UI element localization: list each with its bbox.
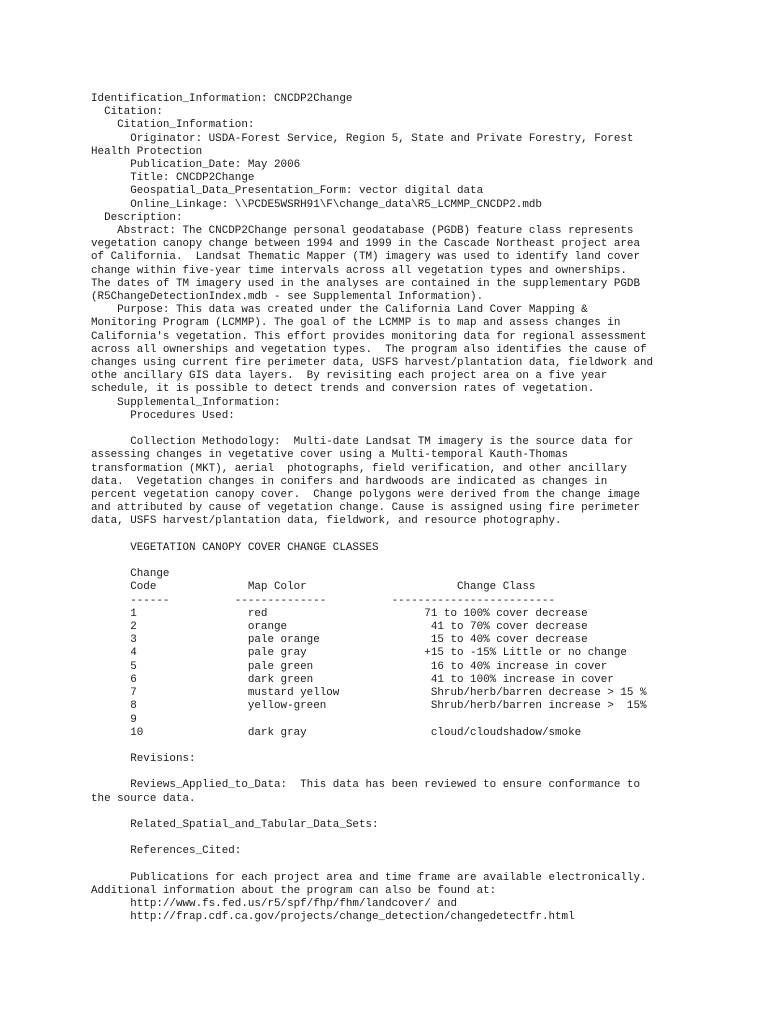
document-line: Title: CNCDP2Change xyxy=(91,172,255,185)
metadata-document xyxy=(91,93,731,925)
document-line: schedule, it is possible to detect trends and conversion rates of vegetation. xyxy=(91,383,595,396)
document-line xyxy=(91,529,731,542)
document-line xyxy=(91,859,731,872)
document-line xyxy=(91,766,731,779)
document-line: Revisions: xyxy=(91,753,196,766)
document-line: 8 yellow-green Shrub/herb/barren increase > 15% xyxy=(91,700,647,713)
document-line: Related_Spatial_and_Tabular_Data_Sets: xyxy=(91,819,379,832)
document-line: (R5ChangeDetectionIndex.mdb - see Supplemental Information). xyxy=(91,291,484,304)
document-line: across all ownerships and vegetation types. The program also identifies the cause of xyxy=(91,343,647,356)
document-line: Description: xyxy=(91,211,183,224)
document-line: Health Protection xyxy=(91,145,203,158)
document-line: and attributed by cause of vegetation change. Cause is assigned using fire perimeter xyxy=(91,502,640,515)
document-line: the source data. xyxy=(91,792,196,805)
document-line xyxy=(91,423,731,436)
document-line: data. Vegetation changes in conifers and hardwoods are indicated as changes in xyxy=(91,475,608,488)
document-line: Collection Methodology: Multi-date Landsat TM imagery is the source data for xyxy=(91,436,634,449)
document-line: Change xyxy=(91,568,170,581)
document-line: 2 orange 41 to 70% cover decrease xyxy=(91,621,588,634)
document-line: Online_Linkage: \\PCDE5WSRH91\F\change_data\R5_LCMMP_CNCDP2.mdb xyxy=(91,198,542,211)
document-line: changes using current fire perimeter data, USFS harvest/plantation data, fieldwork and xyxy=(91,357,654,370)
document-line: Publications for each project area and time frame are available electronically. xyxy=(91,871,647,884)
document-line: Additional information about the program can also be found at: xyxy=(91,885,497,898)
document-line: Supplemental_Information: xyxy=(91,396,281,409)
document-line: of California. Landsat Thematic Mapper (TM) imagery was used to identify land cover xyxy=(91,251,640,264)
document-line: Code Map Color Change Class xyxy=(91,581,536,594)
document-line: percent vegetation canopy cover. Change polygons were derived from the change image xyxy=(91,489,640,502)
document-line: ------ -------------- ------------------------- xyxy=(91,594,556,607)
document-line: California's vegetation. This effort provides monitoring data for regional assessment xyxy=(91,330,647,343)
document-line: Identification_Information: CNCDP2Change xyxy=(91,93,353,105)
document-line: transformation (MKT), aerial photographs, field verification, and other ancillary xyxy=(91,462,627,475)
document-line: 1 red 71 to 100% cover decrease xyxy=(91,607,588,620)
document-line: othe ancillary GIS data layers. By revisiting each project area on a five year xyxy=(91,370,608,383)
document-line: 7 mustard yellow Shrub/herb/barren decrease > 15 % xyxy=(91,687,647,700)
document-line: 9 xyxy=(91,713,137,726)
document-line: http://frap.cdf.ca.gov/projects/change_detection/changedetectfr.html xyxy=(91,911,575,924)
document-line: Publication_Date: May 2006 xyxy=(91,159,301,172)
document-line: 3 pale orange 15 to 40% cover decrease xyxy=(91,634,588,647)
document-line: assessing changes in vegetative cover using a Multi-temporal Kauth-Thomas xyxy=(91,449,569,462)
document-line: VEGETATION CANOPY COVER CHANGE CLASSES xyxy=(91,541,379,554)
document-line: 6 dark green 41 to 100% increase in cover xyxy=(91,673,614,686)
document-line: Originator: USDA-Forest Service, Region 5, State and Private Forestry, Forest xyxy=(91,132,634,145)
document-line: Abstract: The CNCDP2Change personal geodatabase (PGDB) feature class represents xyxy=(91,225,634,238)
document-line: 4 pale gray +15 to -15% Little or no change xyxy=(91,647,627,660)
document-line: References_Cited: xyxy=(91,845,242,858)
document-line: 10 dark gray cloud/cloudshadow/smoke xyxy=(91,726,582,739)
document-line: Citation: xyxy=(91,106,163,119)
document-line: data, USFS harvest/plantation data, fieldwork, and resource photography. xyxy=(91,515,562,528)
document-line: Procedures Used: xyxy=(91,409,235,422)
document-line xyxy=(91,740,731,753)
document-line: http://www.fs.fed.us/r5/spf/fhp/fhm/landcover/ and xyxy=(91,898,457,911)
document-line xyxy=(91,806,731,819)
document-line xyxy=(91,832,731,845)
document-line: vegetation canopy change between 1994 and 1999 in the Cascade Northeast project area xyxy=(91,238,640,251)
document-line: Monitoring Program (LCMMP). The goal of the LCMMP is to map and assess changes in xyxy=(91,317,621,330)
document-line: change within five-year time intervals across all vegetation types and ownerships. xyxy=(91,264,627,277)
document-line: Reviews_Applied_to_Data: This data has been reviewed to ensure conformance to xyxy=(91,779,640,792)
document-line: Purpose: This data was created under the California Land Cover Mapping & xyxy=(91,304,588,317)
document-line: 5 pale green 16 to 40% increase in cover xyxy=(91,660,608,673)
document-line: Citation_Information: xyxy=(91,119,255,132)
document-line xyxy=(91,555,731,568)
document-line: The dates of TM imagery used in the analyses are contained in the supplementary PGDB xyxy=(91,277,640,290)
document-line: Geospatial_Data_Presentation_Form: vector digital data xyxy=(91,185,484,198)
